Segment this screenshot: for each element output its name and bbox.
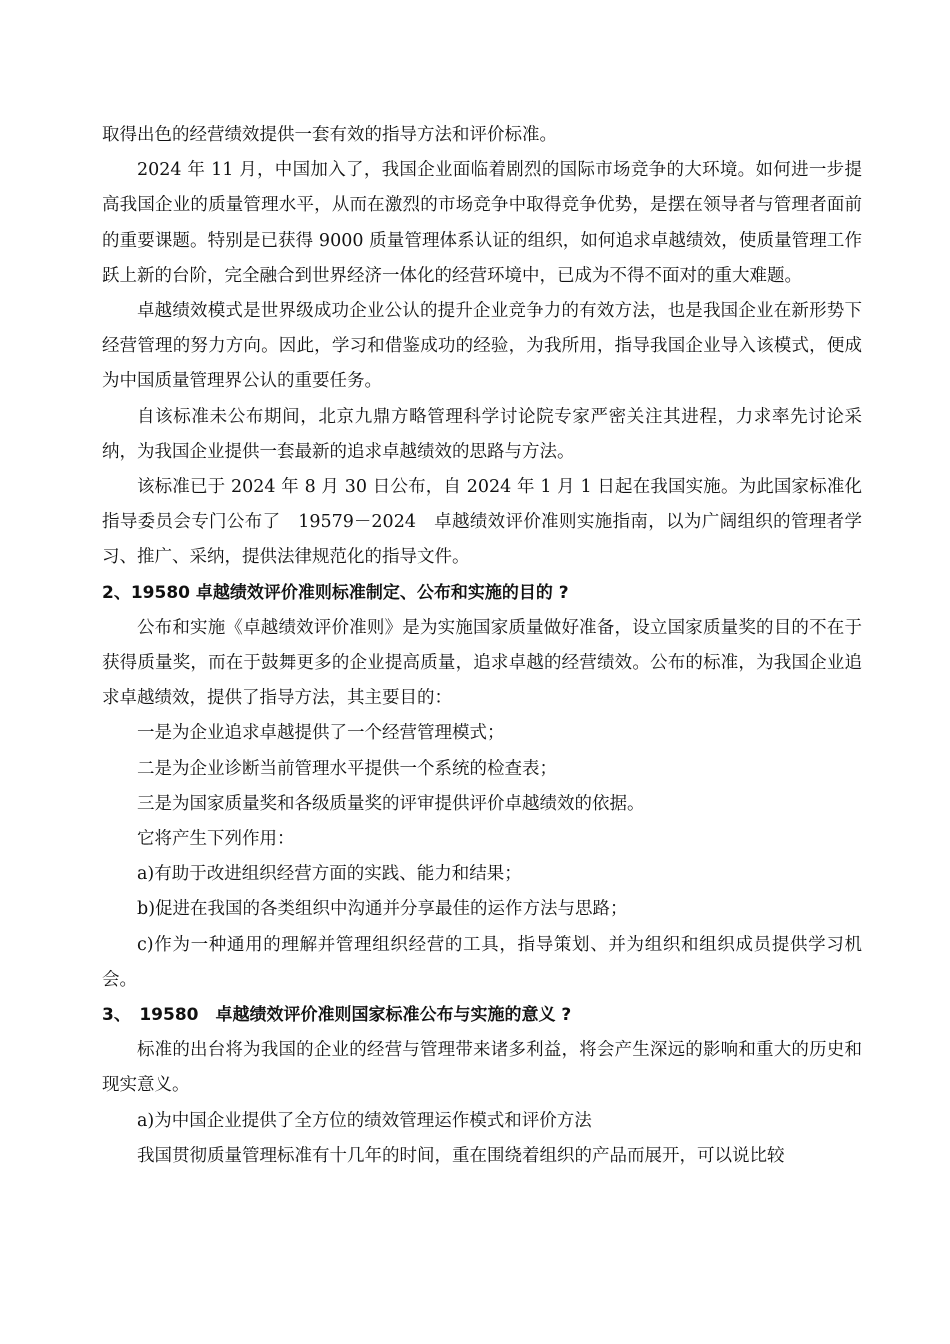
paragraph: 标准的出台将为我国的企业的经营与管理带来诸多利益，将会产生深远的影响和重大的历史和现实意义。 <box>102 1040 862 1096</box>
paragraph: 卓越绩效模式是世界级成功企业公认的提升企业竞争力的有效方法，也是我国企业在新形势下经营管理的努力方向。因此，学习和借鉴成功的经验，为我所用，指导我国企业导入该模式，便成为中国质量管理界公认的重要任务。 <box>102 301 862 392</box>
paragraph: 公布和实施《卓越绩效评价准则》是为实施国家质量做好准备，设立国家质量奖的目的不在于获得质量奖，而在于鼓舞更多的企业提高质量，追求卓越的经营绩效。公布的标准，为我国企业追求卓越绩效，提供了指导方法，其主要目的： <box>102 617 862 709</box>
list-item: a)为中国企业提供了全方位的绩效管理运作模式和评价方法 <box>137 1110 592 1131</box>
paragraph: 自该标准未公布期间，北京九鼎方略管理科学讨论院专家严密关注其进程，力求率先讨论采纳，为我国企业提供一套最新的追求卓越绩效的思路与方法。 <box>102 406 862 462</box>
paragraph: 2024 年 11 月，中国加入了，我国企业面临着剧烈的国际市场竞争的大环境。如何进一步提高我国企业的质量管理水平，从而在激烈的市场竞争中取得竞争优势，是摆在领导者与管理者面前的重要课题。特别是已获得 9000 质量管理体系认证的组织，如何追求卓越绩效，使质量管理工作跃上新的台阶，完全融合到世界经济一体化的经营环境中，已成为不得不面对的重大难题。 <box>102 160 862 286</box>
section-heading: 3、 19580 卓越绩效评价准则国家标准公布与实施的意义 ? <box>102 1005 572 1026</box>
list-item: c)作为一种通用的理解并管理组织经营的工具，指导策划、并为组织和组织成员提供学习机会。 <box>102 934 862 990</box>
list-item: b)促进在我国的各类组织中沟通并分享最佳的运作方法与思路； <box>137 899 628 920</box>
list-item: a)有助于改进组织经营方面的实践、能力和结果； <box>137 864 522 885</box>
section-heading: 2、19580 卓越绩效评价准则标准制定、公布和实施的目的 ? <box>102 582 569 603</box>
list-item: 二是为企业诊断当前管理水平提供一个系统的检查表； <box>137 758 557 779</box>
document-page <box>102 118 862 1174</box>
list-item: 一是为企业追求卓越提供了一个经营管理模式； <box>137 723 505 744</box>
paragraph: 该标准已于 2024 年 8 月 30 日公布，自 2024 年 1 月 1 日起在我国实施。为此国家标准化指导委员会专门公布了 19579－2024 卓越绩效评价准则实施指南，以为广阔组织的管理者学习、推广、采纳，提供法律规范化的指导文件。 <box>102 477 862 568</box>
list-item: 三是为国家质量奖和各级质量奖的评审提供评价卓越绩效的依据。 <box>137 793 645 814</box>
paragraph: 取得出色的经营绩效提供一套有效的指导方法和评价标准。 <box>102 125 557 145</box>
paragraph: 它将产生下列作用： <box>137 829 295 850</box>
paragraph: 我国贯彻质量管理标准有十几年的时间，重在围绕着组织的产品而展开，可以说比较 <box>137 1145 785 1166</box>
